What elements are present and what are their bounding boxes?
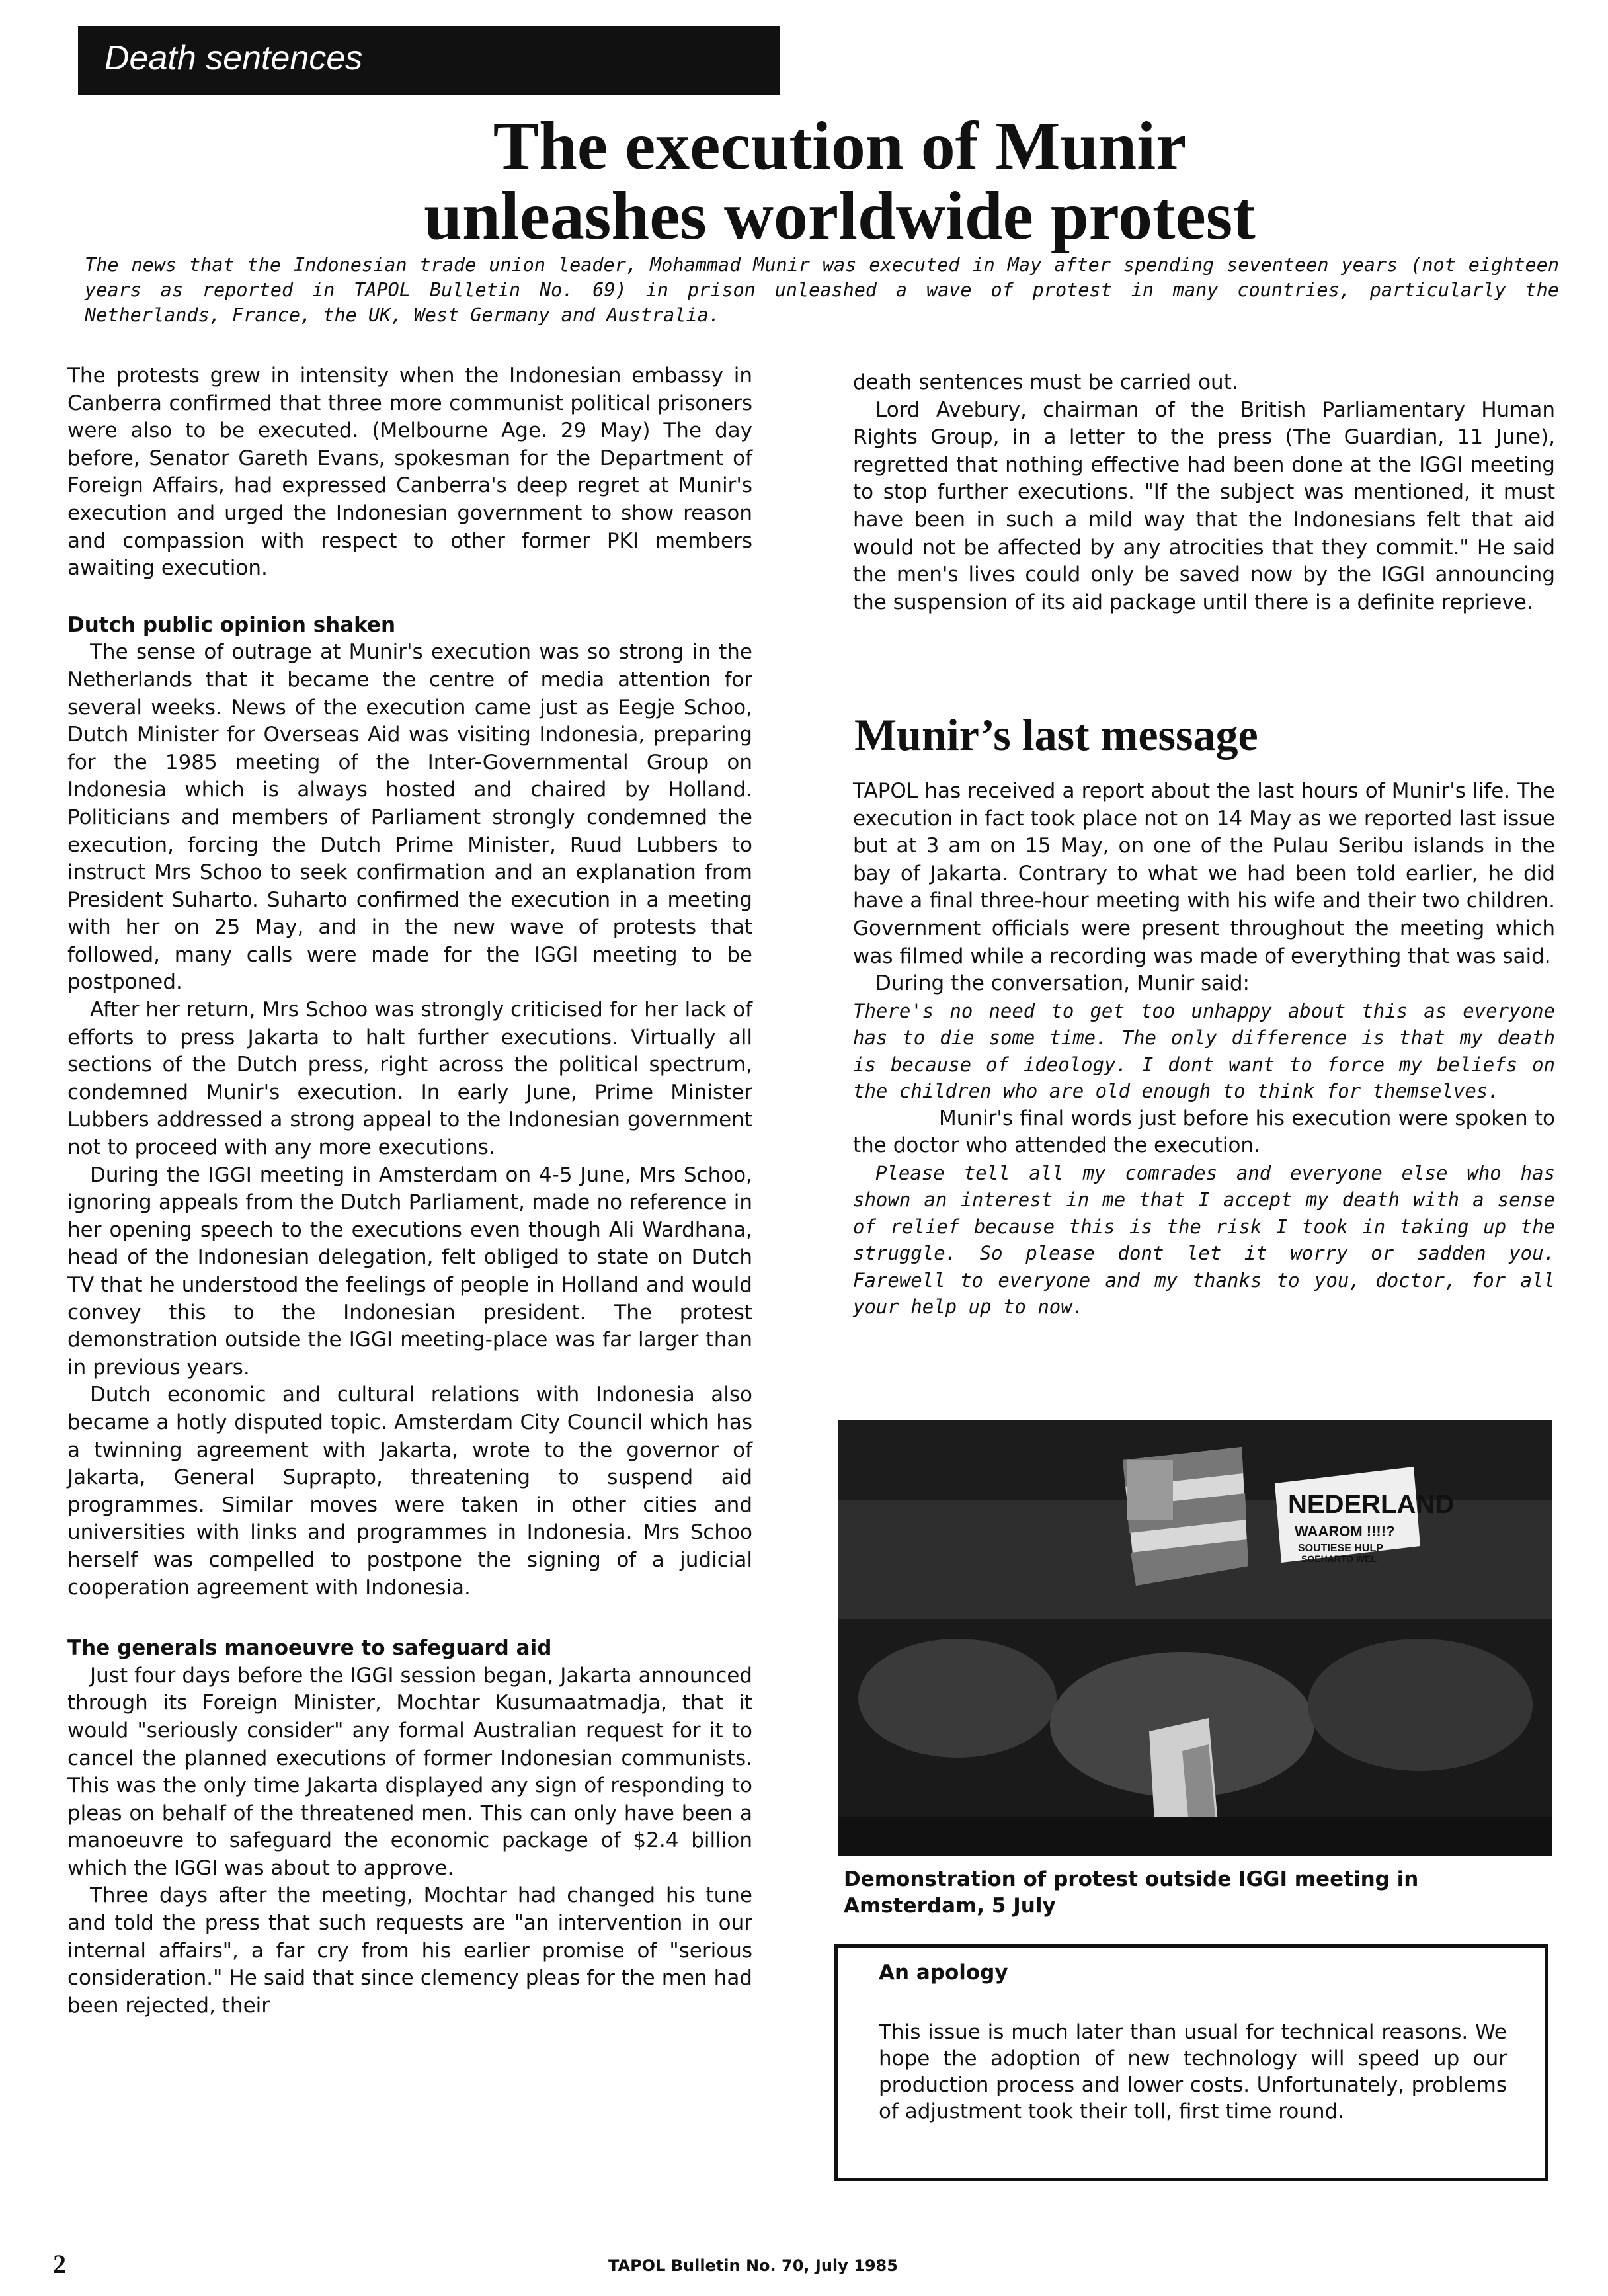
headline [159,108,1521,254]
paragraph: TAPOL has received a report about the last hours of Munir's life. The execution in fact took place not on 14 May as we reported last issue but at 3 am on 15 May, on one of the Pulau Seribu islands in the bay of Jakarta. Contrary to what we had been told earlier, he did have a final three-hour meeting with his wife and their two children. Government officials were present throughout the meeting which was filmed while a recording was made of everything that was said. [853,779,1555,968]
apology-box [834,1944,1548,2181]
paragraph: During the IGGI meeting in Amsterdam on 4-5 June, Mrs Schoo, ignoring appeals from the Dutch Parliament, made no reference in her opening speech to the executions even though Ali Wardhana, head of the Indonesian delegation, felt obliged to state on Dutch TV that he understood the feelings of people in Holland and would convey this to the Indonesian president. The protest demonstration outside the IGGI meeting-place was far larger than in previous years. [67,1163,752,1379]
paragraph: death sentences must be carried out. [853,370,1238,394]
sign-text-3: SOUTIESE HULP [1298,1543,1383,1554]
left-column [67,362,752,2020]
quote: There's no need to get too unhappy about this as everyone has to die some time. The only difference is that my death is because of ideology. I dont want to force my beliefs on the children who are old enough to think for themselves. [853,999,1555,1103]
right-column-top [853,369,1555,616]
publication-footer: TAPOL Bulletin No. 70, July 1985 [608,2256,898,2275]
paragraph: Munir's final words just before his execution were spoken to the doctor who attended the execution. [853,1106,1555,1158]
headline-line-2: unleashes worldwide protest [424,178,1256,254]
section-title-munir: Munir’s last message [854,710,1258,760]
subhead-dutch-opinion: Dutch public opinion shaken [67,612,396,637]
quote: Please tell all my comrades and everyone else who has shown an interest in me that I accept my death with a sense of relief because this is the risk I took in taking up the struggle. So please dont let it worry or sadden you. Farewell to everyone and my thanks to you, doctor, for all your help up to now. [853,1161,1555,1319]
paragraph: The protests grew in intensity when the Indonesian embassy in Canberra confirmed that three more communist political prisoners were also to be executed. (Melbourne Age. 29 May) The day before, Senator Gareth Evans, spokesman for the Department of Foreign Affairs, had expressed Canberra's deep regret at Munir's execution and urged the Indonesian government to show reason and compassion with respect to other former PKI members awaiting execution. [67,364,752,581]
apology-title: An apology [879,1961,1008,1985]
headline-line-1: The execution of Munir [493,108,1187,184]
sign-text-4: SOEHARTO WEL [1301,1553,1377,1564]
demonstration-photo [838,1420,1552,1856]
sign-text-1: NEDERLAND [1288,1490,1455,1519]
paragraph: Just four days before the IGGI session began, Jakarta announced through its Foreign Minister, Mochtar Kusumaatmadja, that it would "seriously consider" any formal Australian request for it to cancel the planned executions of former Indonesian communists. This was the only time Jakarta displayed any sign of responding to pleas on behalf of the threatened men. This can only have been a manoeuvre to safeguard the economic package of $2.4 billion which the IGGI was about to approve. [67,1663,752,1880]
apology-text: This issue is much later than usual for technical reasons. We hope the adoption of new technology will speed up our production process and lower costs. Unfortunately, problems of adjustment took their toll, first time round. [879,2020,1507,2123]
paragraph: Lord Avebury, chairman of the British Parliamentary Human Rights Group, in a letter to the press (The Guardian, 11 June), regretted that nothing effective had been done at the IGGI meeting to stop further executions. "If the subject was mentioned, it must have been in such a mild way that the Indonesians felt that aid would not be affected by any atrocities that they commit." He said the men's lives could only be saved now by the IGGI announcing the suspension of its aid package until there is a definite reprieve. [853,397,1555,614]
paragraph: The sense of outrage at Munir's execution was so strong in the Netherlands that it became the centre of media attention for several weeks. News of the execution came just as Eegje Schoo, Dutch Minister for Overseas Aid was visiting Indonesia, preparing for the 1985 meeting of the Inter-Governmental Group on Indonesia which is always hosted and chaired by Holland. Politicians and members of Parliament strongly condemned the execution, forcing the Dutch Prime Minister, Ruud Lubbers to instruct Mrs Schoo to seek confirmation and an explanation from President Suharto. Suharto confirmed the execution in a meeting with her on 25 May, and in the new wave of protests that followed, many calls were made for the IGGI meeting to be postponed. [67,640,752,995]
standfirst: The news that the Indonesian trade union leader, Mohammad Munir was executed in May after spending seventeen years (not eighteen years as reported in TAPOL Bulletin No. 69) in prison unleashed a wave of protest in many countries, particularly the Netherlands, France, the UK, West Germany and Australia. [85,254,1559,326]
paragraph: Dutch economic and cultural relations with Indonesia also became a hotly disputed topic. Amsterdam City Council which has a twinning agreement with Jakarta, wrote to the governor of Jakarta, General Suprapto, threatening to suspend aid programmes. Similar moves were taken in other cities and universities with links and programmes in Indonesia. Mrs Schoo herself was compelled to postpone the signing of a judicial cooperation agreement with Indonesia. [67,1383,752,1600]
photo-illustration [838,1420,1552,1856]
section-banner [78,26,780,95]
sign-text-2: WAAROM !!!!? [1295,1523,1395,1539]
photo-caption: Demonstration of protest outside IGGI meeting in Amsterdam, 5 July [844,1867,1419,1918]
paragraph: Three days after the meeting, Mochtar had changed his tune and told the press that such requests are "an intervention in our internal affairs", a far cry from his earlier promise of "serious consideration." He said that since clemency pleas for the men had been rejected, their [67,1883,752,2018]
page-number: 2 [53,2249,66,2279]
munir-section-body [853,778,1555,1321]
section-label: Death sentences [104,39,363,77]
paragraph: During the conversation, Munir said: [875,971,1250,996]
paragraph: After her return, Mrs Schoo was strongly criticised for her lack of efforts to press Jakarta to halt further executions. Virtually all sections of the Dutch press, right across the political spectrum, condemned Munir's execution. In early June, Prime Minister Lubbers addressed a strong appeal to the Indonesian government not to proceed with any more executions. [67,998,752,1160]
subhead-generals-manoeuvre: The generals manoeuvre to safeguard aid [67,1636,552,1660]
